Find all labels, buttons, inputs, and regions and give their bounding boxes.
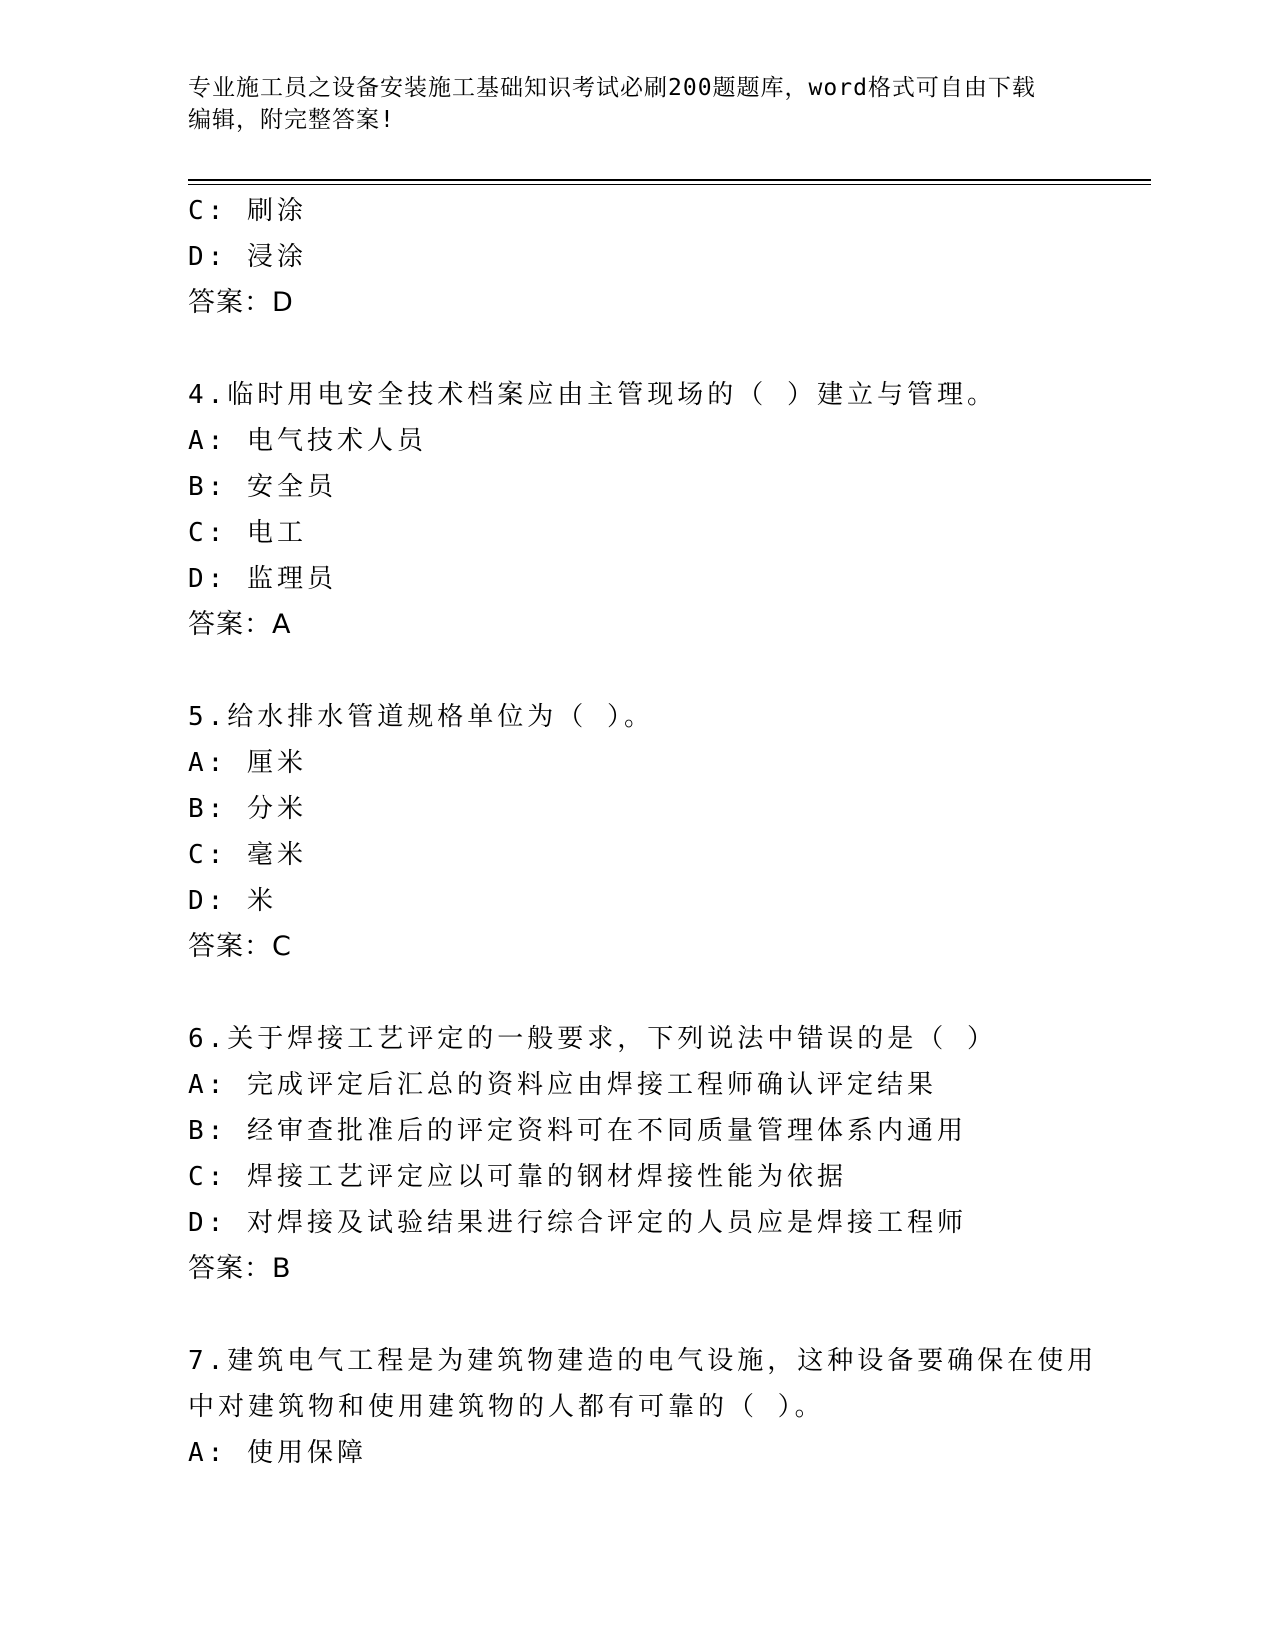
option-row bbox=[188, 1200, 1128, 1246]
answer-line: 答案：C bbox=[188, 931, 292, 962]
option-text: 焊接工艺评定应以可靠的钢材焊接性能为依据 bbox=[246, 1162, 847, 1192]
option-row bbox=[188, 1154, 1128, 1200]
option-text: 米 bbox=[246, 886, 277, 916]
spacer bbox=[188, 648, 1128, 694]
option-text: 电工 bbox=[246, 518, 307, 548]
option-label: C: bbox=[188, 196, 228, 226]
option-label: C: bbox=[188, 840, 228, 870]
option-row bbox=[188, 1108, 1128, 1154]
spacer bbox=[188, 1292, 1128, 1338]
spacer bbox=[188, 970, 1128, 1016]
option-text: 安全员 bbox=[246, 472, 337, 502]
option-row bbox=[188, 234, 1128, 280]
option-label: C: bbox=[188, 1162, 228, 1192]
document-header bbox=[188, 72, 1068, 136]
question-7 bbox=[188, 1338, 1128, 1476]
option-label: A: bbox=[188, 1438, 228, 1468]
question-3-tail bbox=[188, 188, 1128, 326]
option-text: 完成评定后汇总的资料应由焊接工程师确认评定结果 bbox=[246, 1070, 937, 1100]
option-row bbox=[188, 786, 1128, 832]
question-title: 6.关于焊接工艺评定的一般要求，下列说法中错误的是（ ） bbox=[188, 1024, 997, 1054]
option-text: 分米 bbox=[246, 794, 307, 824]
question-title-line-1: 7.建筑电气工程是为建筑物建造的电气设施，这种设备要确保在使用 bbox=[188, 1346, 1098, 1376]
option-label: B: bbox=[188, 472, 228, 502]
option-row bbox=[188, 740, 1128, 786]
option-text: 厘米 bbox=[246, 748, 307, 778]
option-row bbox=[188, 556, 1128, 602]
option-label: A: bbox=[188, 748, 228, 778]
answer-line: 答案：D bbox=[188, 287, 294, 318]
header-rule-thin bbox=[188, 184, 1151, 185]
option-label: B: bbox=[188, 1116, 228, 1146]
option-text: 浸涂 bbox=[246, 242, 307, 272]
question-6 bbox=[188, 1016, 1128, 1292]
option-label: D: bbox=[188, 886, 228, 916]
option-row bbox=[188, 418, 1128, 464]
option-row bbox=[188, 878, 1128, 924]
option-row bbox=[188, 464, 1128, 510]
option-row bbox=[188, 1062, 1128, 1108]
option-text: 毫米 bbox=[246, 840, 307, 870]
question-5 bbox=[188, 694, 1128, 970]
question-title: 4.临时用电安全技术档案应由主管现场的（ ）建立与管理。 bbox=[188, 380, 997, 410]
question-title-line-2: 中对建筑物和使用建筑物的人都有可靠的（ ）。 bbox=[188, 1392, 825, 1422]
option-label: A: bbox=[188, 426, 228, 456]
option-label: B: bbox=[188, 794, 228, 824]
option-label: A: bbox=[188, 1070, 228, 1100]
option-text: 对焊接及试验结果进行综合评定的人员应是焊接工程师 bbox=[246, 1208, 967, 1238]
option-row bbox=[188, 510, 1128, 556]
option-text: 刷涂 bbox=[246, 196, 307, 226]
question-4 bbox=[188, 372, 1128, 648]
option-text: 使用保障 bbox=[246, 1438, 367, 1468]
option-label: D: bbox=[188, 242, 228, 272]
option-text: 电气技术人员 bbox=[246, 426, 427, 456]
header-line-2: 编辑，附完整答案! bbox=[188, 107, 395, 133]
option-text: 经审查批准后的评定资料可在不同质量管理体系内通用 bbox=[246, 1116, 967, 1146]
header-line-1: 专业施工员之设备安装施工基础知识考试必刷200题题库，word格式可自由下载 bbox=[188, 75, 1036, 101]
spacer bbox=[188, 326, 1128, 372]
option-row bbox=[188, 1430, 1128, 1476]
option-label: C: bbox=[188, 518, 228, 548]
question-title: 5.给水排水管道规格单位为（ ）。 bbox=[188, 702, 654, 732]
option-text: 监理员 bbox=[246, 564, 337, 594]
option-row bbox=[188, 188, 1128, 234]
question-content bbox=[188, 188, 1128, 1476]
option-label: D: bbox=[188, 564, 228, 594]
answer-line: 答案：B bbox=[188, 1253, 292, 1284]
header-rule-thick bbox=[188, 179, 1151, 181]
option-label: D: bbox=[188, 1208, 228, 1238]
answer-line: 答案：A bbox=[188, 609, 292, 640]
option-row bbox=[188, 832, 1128, 878]
